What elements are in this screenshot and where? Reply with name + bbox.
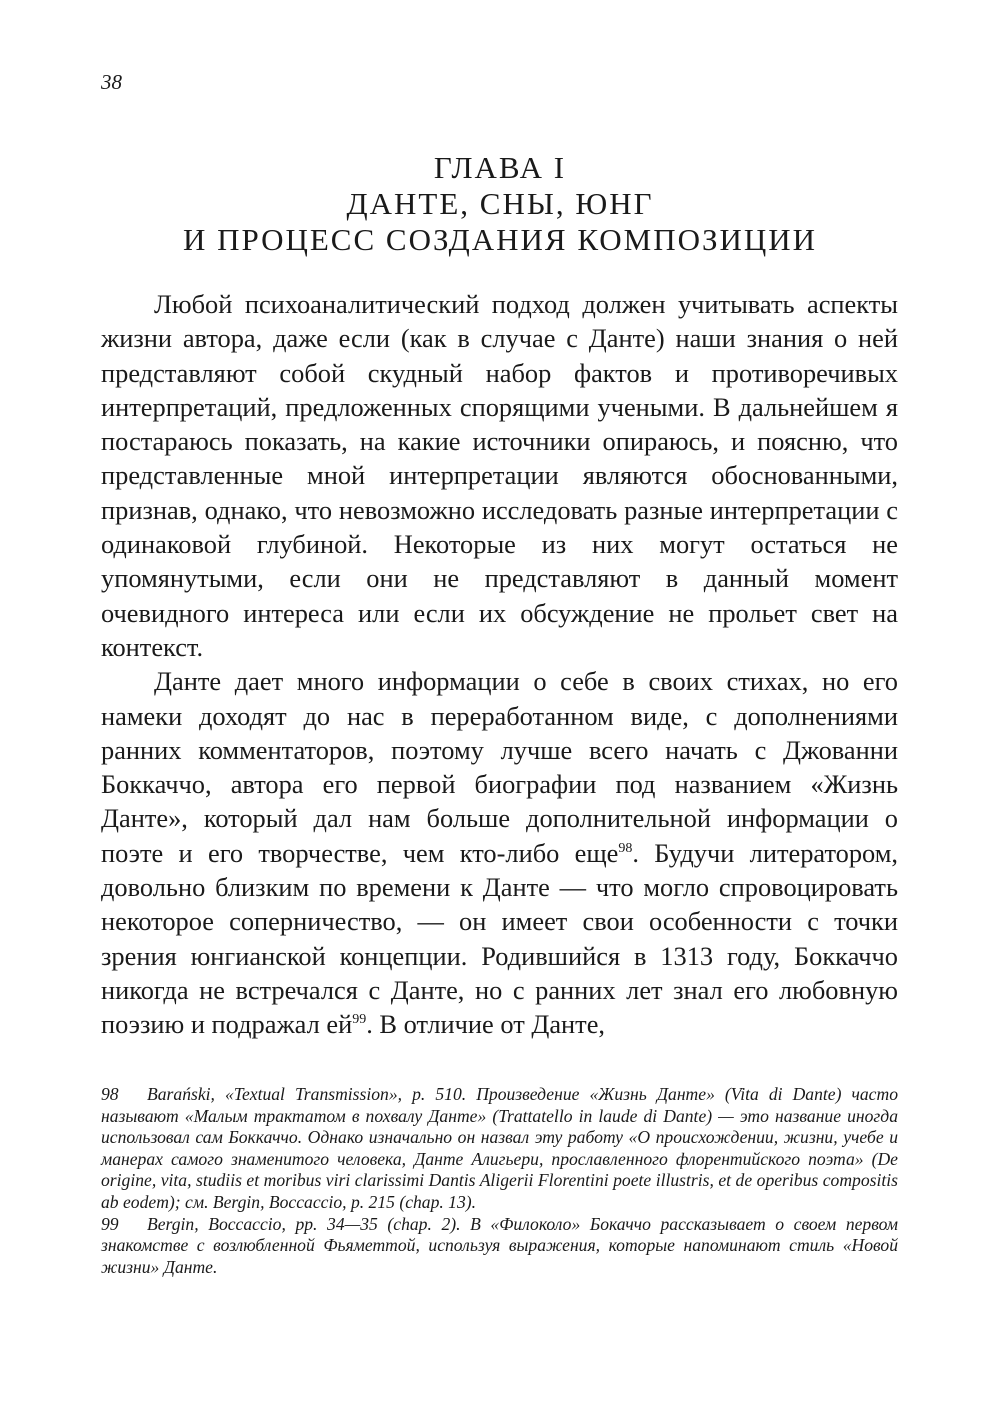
footnote-ref-99[interactable]: 99 <box>352 1012 367 1028</box>
chapter-title-line-3: И ПРОЦЕСС СОЗДАНИЯ КОМПОЗИЦИИ <box>182 222 818 257</box>
page-number: 38 <box>101 70 122 94</box>
paragraph-2-part-a: Данте дает много информации о себе в своих стихах, но его намеки доходят до нас в переработанном виде, с дополнениями ранних комментаторов, поэтому лучше всего начать с Джованни Боккаччо, автора его первой биографии под названием «Жизнь Данте», который дал нам больше дополнительной информации о поэте и его творчестве, чем кто-либо еще <box>101 666 898 868</box>
footnote-ref-98[interactable]: 98 <box>618 840 633 856</box>
footnote-text: Bergin, Boccaccio, pp. 34—35 (chap. 2). В «Филоколо» Бокаччо рассказывает о своем первом знакомстве с возлюбленной Фьяметтой, используя выражения, которые напоминают стиль «Новой жизни» Данте. <box>101 1213 898 1277</box>
footnotes <box>101 1084 898 1278</box>
chapter-title <box>100 150 900 258</box>
paragraph-1: Любой психоаналитический подход должен учитывать аспекты жизни автора, даже если (как в случае с Данте) наши знания о ней представляют собой скудный набор фактов и противоречивых интерпретаций, предложенных спорящими учеными. В дальнейшем я постараюсь показать, на какие источники опираюсь, и поясню, что представленные мной интерпретации являются обоснованными, признав, однако, что невозможно исследовать разные интерпретации с одинаковой глубиной. Некоторые из них могут остаться не упомянутыми, если они не представляют в данный момент очевидного интереса или если их обсуждение не прольет свет на контекст. <box>101 289 898 662</box>
footnote-98 <box>101 1084 898 1214</box>
chapter-title-line-2: ДАНТЕ, СНЫ, ЮНГ <box>346 186 654 221</box>
chapter-title-line-1: ГЛАВА I <box>433 150 567 185</box>
footnote-text: Barański, «Textual Transmission», p. 510. Произведение «Жизнь Данте» (Vita di Dante) часто называют «Малым трактатом в похвалу Данте» (Trattatello in laude di Dante) — это название иногда использовал сам Боккаччо. Однако изначально он назвал эту работу «О происхождении, жизни, учебе и манерах самого знаменитого человека, Данте Алигьери, прославленного флорентийского поэта» (De origine, vita, studiis et moribus viri clarissimi Dantis Aligerii Florentini poete illustris, et de operibus compositis ab eodem); см. Bergin, Boccaccio, p. 215 (chap. 13). <box>101 1084 898 1212</box>
body-text <box>101 287 898 1042</box>
footnote-99 <box>101 1214 898 1279</box>
paragraph-2-part-c: . В отличие от Данте, <box>366 1009 606 1040</box>
footnote-number: 99 <box>101 1213 119 1234</box>
footnote-number: 98 <box>101 1084 119 1104</box>
paragraph-2 <box>101 664 898 1041</box>
paragraph-2-part-b: . Будучи литератором, довольно близким по времени к Данте — что могло спровоцировать некоторое соперничество, — он имеет свои особенности с точки зрения юнгианской концепции. Родившийся в 1313 году, Боккаччо никогда не встречался с Данте, но с ранних лет знал его любовную поэзию и подражал ей <box>101 837 899 1040</box>
